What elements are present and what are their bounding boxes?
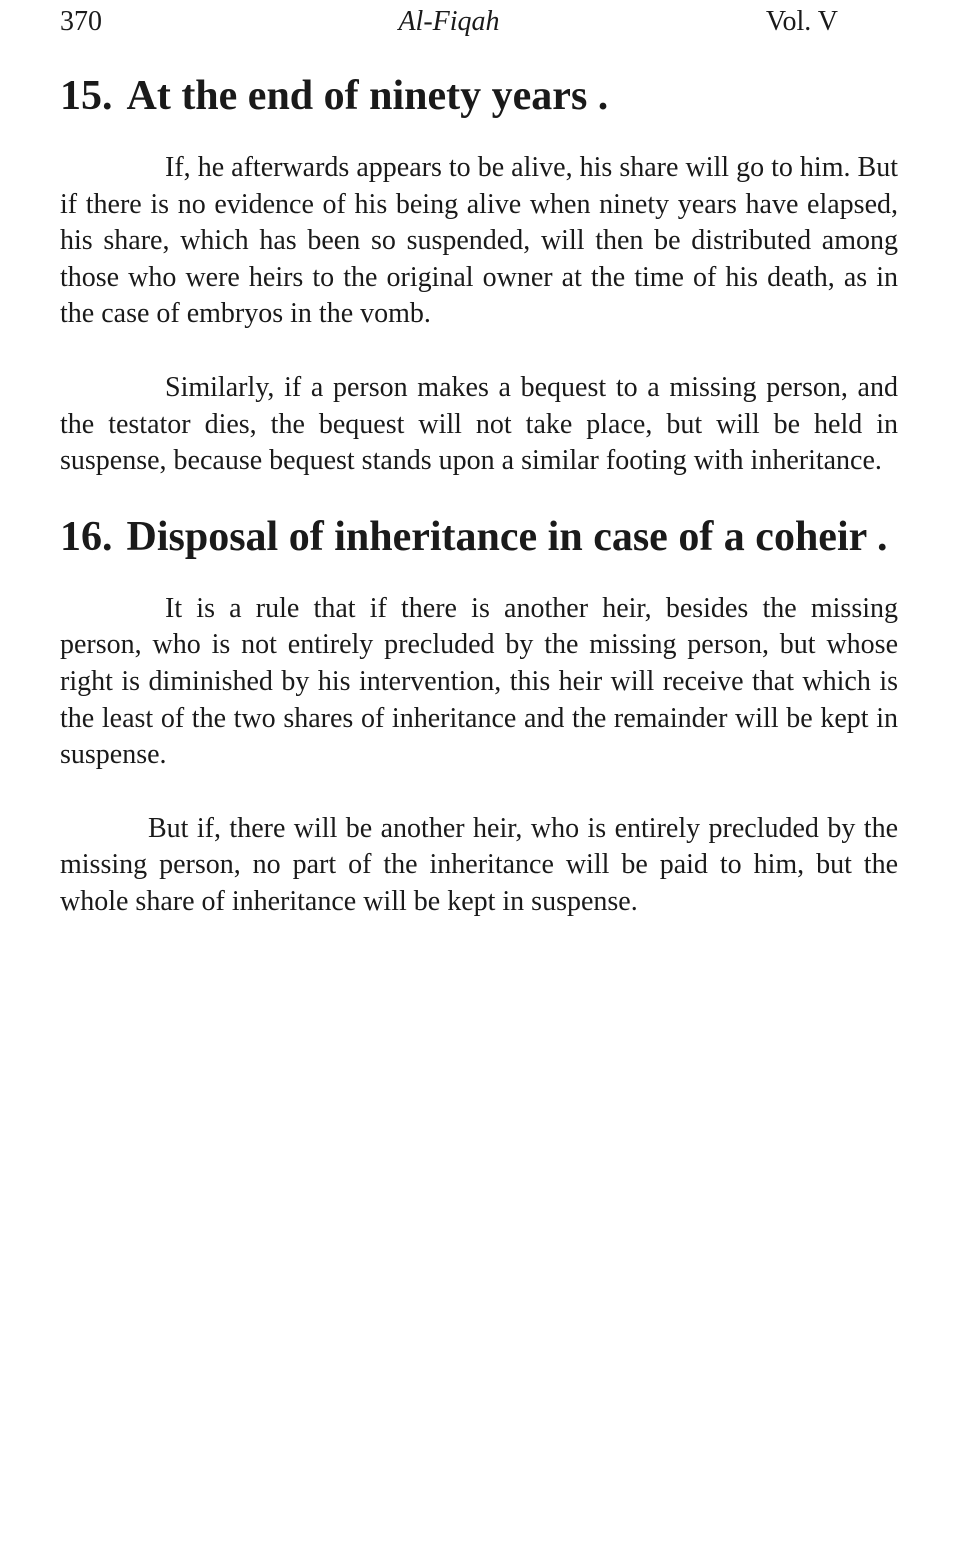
page-body (60, 73, 898, 921)
section-number: 15. (60, 73, 113, 119)
running-header (60, 2, 838, 42)
section-heading-15 (60, 73, 898, 119)
book-title: Al-Fiqah (398, 6, 500, 37)
section-number: 16. (60, 513, 113, 560)
section-heading-16 (60, 513, 898, 560)
section-title: Disposal of inheritance in case of a coheir . (126, 513, 888, 560)
page-number: 370 (60, 6, 102, 37)
paragraph: If, he afterwards appears to be alive, his share will go to him. But if there is no evidence of his being alive when ninety years have elapsed, his share, which has been so suspended, will then be distributed among those who were heirs to the original owner at the time of his death, as in the case of embryos in the vomb. (60, 152, 898, 330)
paragraph: Similarly, if a person makes a bequest to a missing person, and the testator dies, the bequest will not take place, but will be held in suspense, because bequest stands upon a similar footing with inheritance. (60, 371, 898, 477)
paragraph: But if, there will be another heir, who is entirely precluded by the missing person, no part of the inheritance will be paid to him, but the whole share of inheritance will be kept in suspense. (60, 812, 898, 917)
section-title: At the end of ninety years . (126, 73, 609, 119)
paragraph: It is a rule that if there is another heir, besides the missing person, who is not entirely precluded by the missing person, but whose right is diminished by his intervention, this heir will receive that which is the least of the two shares of inheritance and the remainder will be kept in suspense. (60, 592, 898, 771)
volume-label: Vol. V (765, 6, 838, 37)
